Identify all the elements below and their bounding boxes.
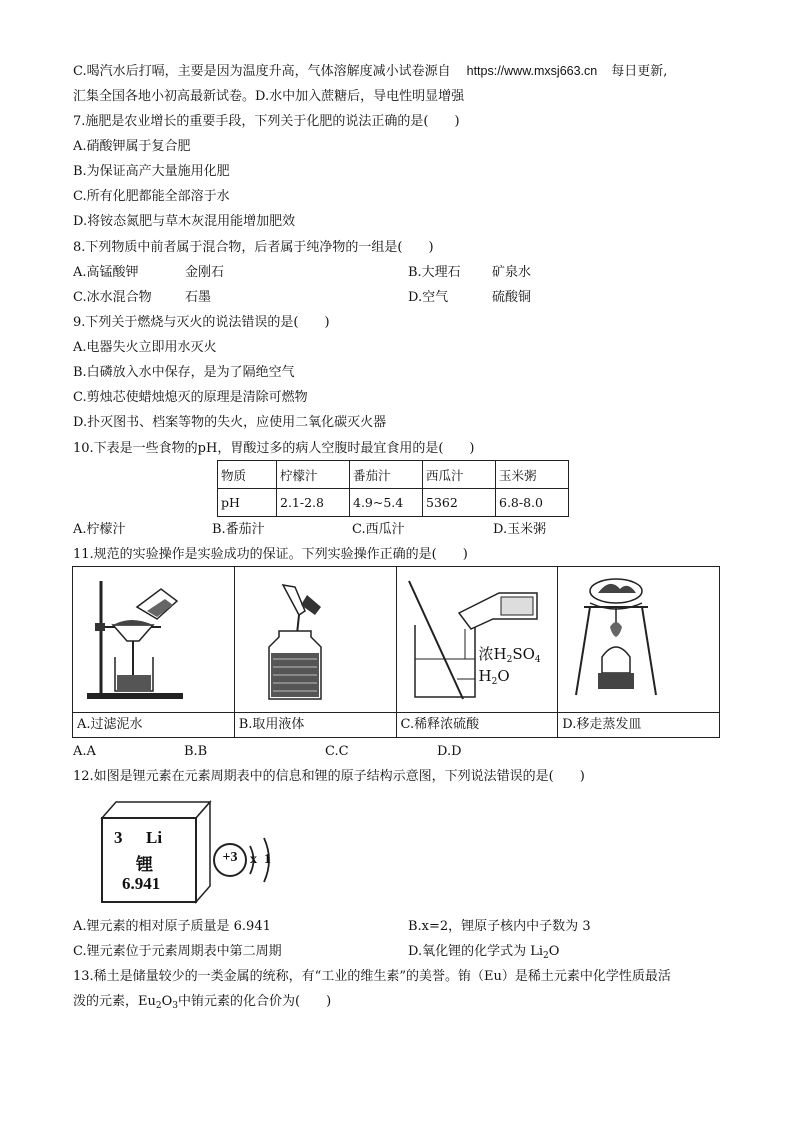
q11-option-a: A.A [73,744,96,759]
q12-stem: 12.如图是锂元素在元素周期表中的信息和锂的原子结构示意图，下列说法错误的是( ) [73,769,585,784]
table-cell: 柠檬汁 [277,461,350,489]
dropper-figure [235,567,397,712]
q7-option-b: B.为保证高产大量施用化肥 [73,164,230,179]
evaporating-dish-figure [558,567,719,712]
nucleus-charge: +3 [222,850,238,865]
caption-a: A.过滤泥水 [73,713,235,737]
q9-option-c: C.剪烛芯使蜡烛熄灭的原理是清除可燃物 [73,390,308,405]
lithium-figure [100,798,310,908]
table-cell: 物质 [218,461,277,489]
q9-option-a: A.电器失火立即用水灭火 [73,340,217,355]
experiment-figure-grid [72,566,720,738]
atomic-number: 3 [114,828,123,847]
q7-option-a: A.硝酸钾属于复合肥 [73,139,191,154]
table-cell: 番茄汁 [350,461,423,489]
q10-option-d: D.玉米粥 [493,522,547,537]
dropper-bottle-icon [235,567,396,713]
q10-option-a: A.柠檬汁 [73,522,126,537]
q6-option-c-line [73,62,667,81]
atomic-mass: 6.941 [122,874,161,893]
q13-stem-line1: 13.稀土是储量较少的一类金属的统称，有“工业的维生素”的美誉。铕（Eu）是稀土元素中化学性质最活 [73,969,671,984]
q10-option-c: C.西瓜汁 [352,522,405,537]
q12-option-c: C.锂元素位于元素周期表中第二周期 [73,944,282,959]
q9-option-d: D.扑灭图书、档案等物的失火，应使用二氧化碳灭火器 [73,415,387,430]
outer-shell-electrons: 1 [264,852,271,867]
table-cell: 2.1-2.8 [277,489,350,517]
q7-option-c: C.所有化肥都能全部溶于水 [73,189,230,204]
source-url: https://www.mxsj663.cn [466,64,598,78]
q6-option-d-line: 汇集全国各地小初高最新试卷。D.水中加入蔗糖后，导电性明显增强 [73,89,465,104]
ph-table-header-row [218,461,569,489]
q8-option-c-first: C.冰水混合物 [73,290,152,305]
filtration-apparatus-icon [73,567,234,713]
q7-option-d: D.将铵态氮肥与草木灰混用能增加肥效 [73,214,296,229]
water-label: $H_2O$ [478,667,510,687]
q12-option-d: D.氧化锂的化学式为 $Li_2O$ [408,944,560,961]
q11-option-b: B.B [184,744,208,759]
q8-option-b-first: B.大理石 [408,265,461,280]
caption-d: D.移走蒸发皿 [562,717,642,732]
table-cell: 西瓜汁 [423,461,496,489]
ph-table-value-row [218,489,569,517]
q8-option-d-first: D.空气 [408,290,449,305]
q13-stem-line2: 泼的元素，$Eu_2O_3$中铕元素的化合价为( ) [73,994,332,1011]
q8-option-c-second: 石墨 [185,290,212,305]
q8-option-a-second: 金刚石 [185,265,225,280]
caption-c: C.稀释浓硫酸 [397,713,559,737]
q10-option-b: B.番茄汁 [212,522,265,537]
table-cell: 4.9~5.4 [350,489,423,517]
table-cell: 6.8-8.0 [496,489,569,517]
q7-stem: 7.施肥是农业增长的重要手段，下列关于化肥的说法正确的是( ) [73,114,460,129]
table-cell: 5362 [423,489,496,517]
q9-option-b: B.白磷放入水中保存，是为了隔绝空气 [73,365,295,380]
table-cell: pH [218,489,277,517]
acid-label: 浓$H_2SO_4$ [478,645,541,665]
table-cell: 玉米粥 [496,461,569,489]
inner-shell-electrons: x [250,852,257,867]
q10-stem: 10.下表是一些食物的pH，胃酸过多的病人空腹时最宜食用的是( ) [73,441,475,456]
q12-option-a: A.锂元素的相对原子质量是 6.941 [73,919,271,934]
evaporating-dish-icon [558,567,719,713]
q11-option-c: C.C [325,744,349,759]
ph-table [217,460,569,517]
q8-option-b-second: 矿泉水 [492,265,532,280]
filtration-figure [73,567,235,712]
q6-option-c-text: C.喝汽水后打嗝，主要是因为温度升高，气体溶解度减小试卷源自 [73,64,451,79]
caption-b: B.取用液体 [235,713,397,737]
q9-stem: 9.下列关于燃烧与灭火的说法错误的是( ) [73,315,330,330]
q12-option-b: B.x=2，锂原子核内中子数为 3 [408,919,591,934]
dilution-figure [397,567,559,712]
q8-option-a-first: A.高锰酸钾 [73,265,139,280]
q11-option-d: D.D [437,744,462,759]
element-symbol: Li [146,828,163,847]
q8-stem: 8.下列物质中前者属于混合物，后者属于纯净物的一组是( ) [73,240,434,255]
element-name: 锂 [136,855,153,875]
beaker-dilution-icon [397,567,558,713]
q8-option-d-second: 硫酸铜 [492,290,532,305]
q11-stem: 11.规范的实验操作是实验成功的保证。下列实验操作正确的是( ) [73,547,468,562]
update-note: 每日更新, [611,64,668,79]
